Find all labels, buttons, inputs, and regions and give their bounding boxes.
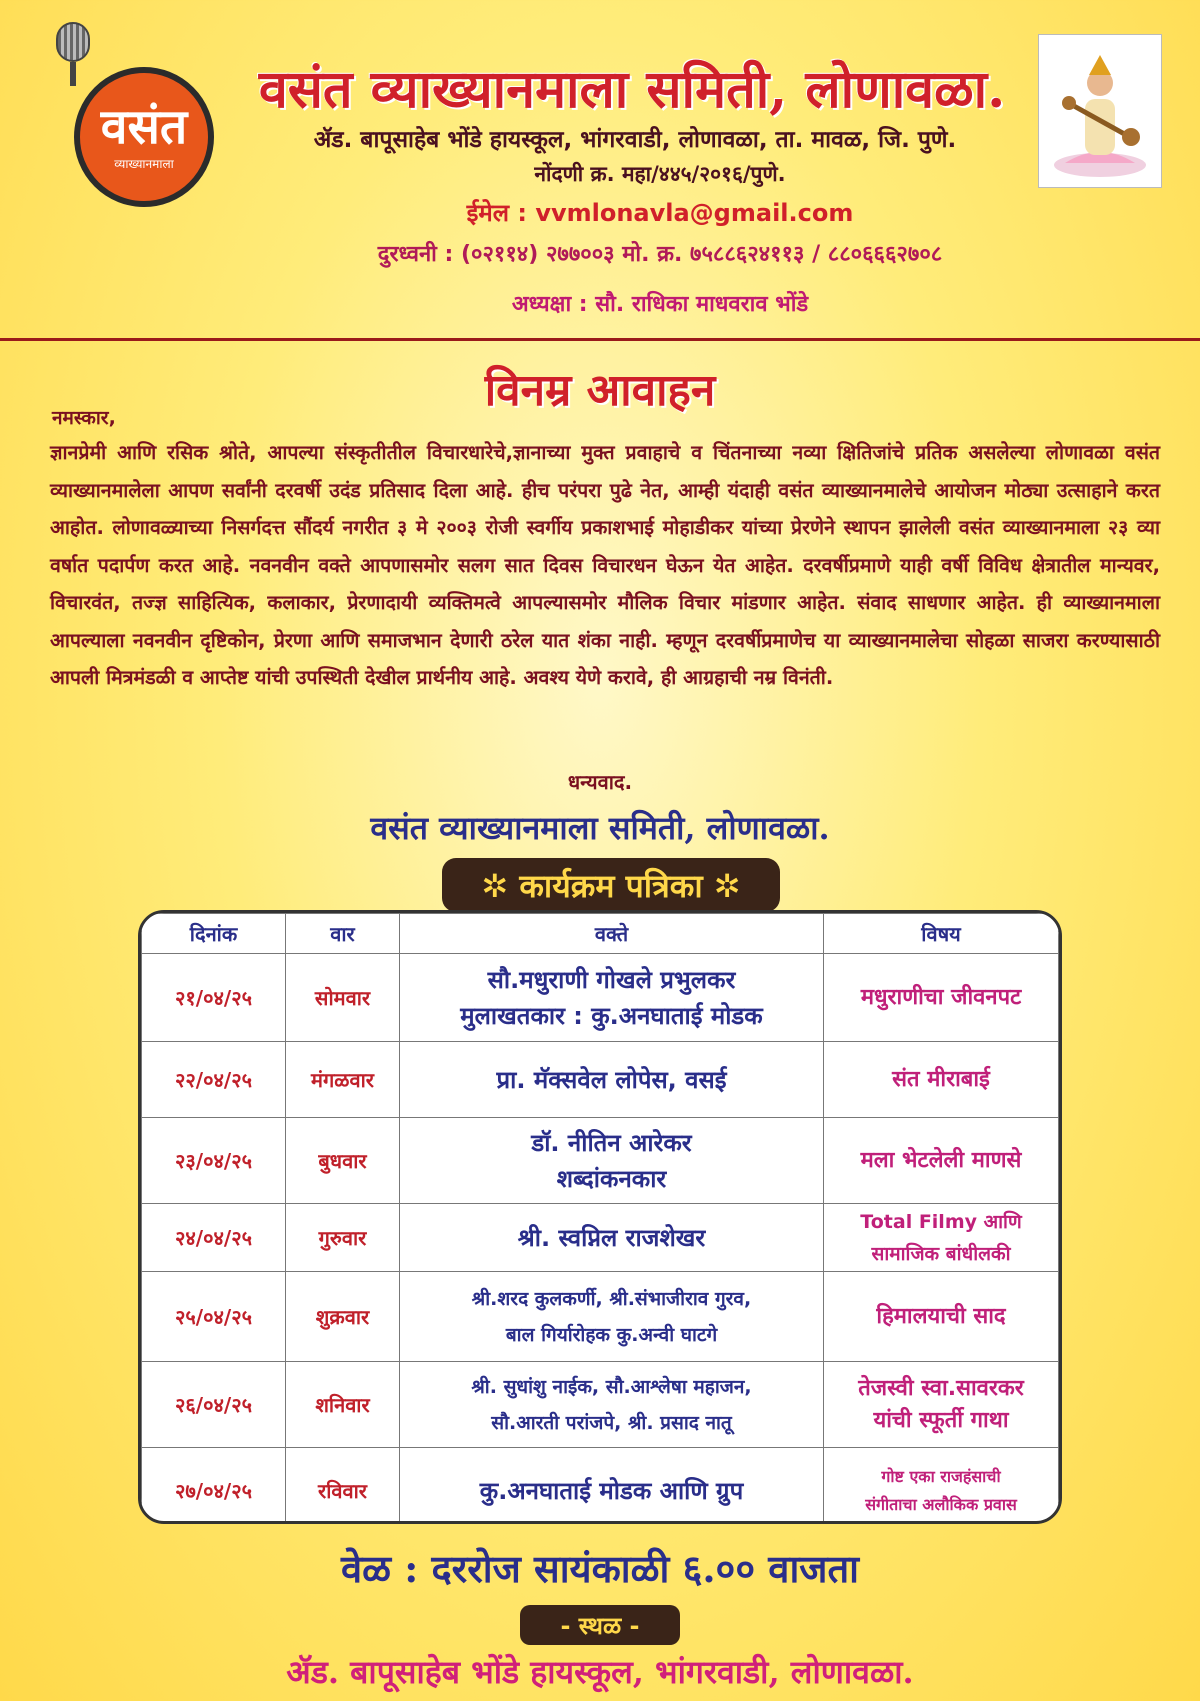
logo-text: वसंत — [100, 98, 188, 155]
subject — [824, 1272, 1059, 1362]
venue: ॲड. बापूसाहेब भोंडे हायस्कूल, भांगरवाडी, लोणावळा. — [286, 1653, 914, 1691]
table-row — [142, 954, 1059, 1042]
speaker-line-1: श्री. स्वप्निल राजशेखर — [517, 1223, 706, 1252]
thanks: धन्यवाद. — [567, 770, 633, 794]
speaker — [400, 1204, 824, 1272]
speaker-line-1: सौ.मधुराणी गोखले प्रभुलकर — [487, 965, 736, 994]
registration-number: नोंदणी क्र. महा/४४५/२०१६/पुणे. — [534, 162, 786, 186]
program-table — [138, 910, 1062, 1524]
date: २६/०४/२५ — [142, 1362, 286, 1448]
address: ॲड. बापूसाहेब भोंडे हायस्कूल, भांगरवाडी, लोणावळा, ता. मावळ, जि. पुणे. — [313, 127, 957, 153]
event-time: वेळ : दररोज सायंकाळी ६.०० वाजता — [341, 1546, 859, 1591]
appeal-title: विनम्र आवाहन — [484, 365, 716, 416]
subject — [824, 954, 1059, 1042]
president: अध्यक्षा : सौ. राधिका माधवराव भोंडे — [511, 292, 809, 317]
day: सोमवार — [286, 954, 400, 1042]
subject-line-1: गोष्ट एका राजहंसाची — [881, 1466, 1001, 1486]
speaker — [400, 1448, 824, 1525]
speaker-line-2: शब्दांकनकार — [556, 1164, 667, 1193]
header-date: दिनांक — [142, 914, 286, 954]
table-row — [142, 1204, 1059, 1272]
speaker-line-2: मुलाखतकार : कु.अनघाताई मोडक — [460, 1001, 763, 1030]
table-row — [142, 1272, 1059, 1362]
date: २४/०४/२५ — [142, 1204, 286, 1272]
date: २१/०४/२५ — [142, 954, 286, 1042]
speaker — [400, 954, 824, 1042]
day: शनिवार — [286, 1362, 400, 1448]
divider — [0, 338, 1200, 341]
date: २२/०४/२५ — [142, 1042, 286, 1118]
subject-line-1: मधुराणीचा जीवनपट — [860, 984, 1022, 1010]
subject-line-2: सामाजिक बांधीलकी — [871, 1242, 1011, 1265]
speaker-line-1: प्रा. मॅक्सवेल लोपेस, वसई — [496, 1065, 727, 1094]
speaker-line-1: श्री.शरद कुलकर्णी, श्री.संभाजीराव गुरव, — [471, 1287, 752, 1310]
microphone-icon — [56, 22, 90, 82]
speaker — [400, 1118, 824, 1204]
subject — [824, 1118, 1059, 1204]
subject-line-2: यांची स्फूर्ती गाथा — [873, 1407, 1009, 1433]
subject-line-1: Total Filmy आणि — [860, 1210, 1022, 1233]
day: रविवार — [286, 1448, 400, 1525]
appeal-body: ज्ञानप्रेमी आणि रसिक श्रोते, आपल्या संस्कृतीतील विचारधारेचे,ज्ञानाच्या मुक्त प्रवाहाचे व चिंतनाच्या नव्या क्षितिजांचे प्रतिक असलेल्या लोणावळा वसंत व्याख्यानमालेला आपण सर्वांनी दरवर्षी उदंड प्रतिसाद दिला आहे. हीच परंपरा पुढे नेत, आम्ही यंदाही वसंत व्याख्यानमालेचे आयोजन मोठ्या उत्साहाने करत आहोत. लोणावळ्याच्या निसर्गदत्त सौंदर्य नगरीत ३ मे २००३ रोजी स्वर्गीय प्रकाशभाई मोहाडीकर यांच्या प्रेरणेने स्थापन झालेली वसंत व्याख्यानमाला २३ व्या वर्षात पदार्पण करत आहे. नवनवीन वक्ते आपणासमोर सलग सात दिवस विचारधन घेऊन येत आहेत. दरवर्षीप्रमाणे याही वर्षी विविध क्षेत्रातील मान्यवर, विचारवंत, तज्ज्ञ साहित्यिक, कलाकार, प्रेरणादायी व्यक्तिमत्वे आपल्यासमोर मौलिक विचार मांडणार आहेत. संवाद साधणार आहेत. ही व्याख्यानमाला आपल्याला नवनवीन दृष्टिकोन, प्रेरणा आणि समाजभान देणारी ठरेल यात शंका नाही. म्हणून दरवर्षीप्रमाणेच या व्याख्यानमालेचा सोहळा साजरा करण्यासाठी आपली मित्रमंडळी व आप्तेष्ट यांची उपस्थिती देखील प्रार्थनीय आहे. अवश्य येणे करावे, ही आग्रहाची नम्र विनंती. — [50, 441, 1160, 689]
header-subject: विषय — [824, 914, 1059, 954]
header-speaker: वक्ते — [400, 914, 824, 954]
organization-title: वसंत व्याख्यानमाला समिती, लोणावळा. — [258, 59, 1006, 120]
subject — [824, 1448, 1059, 1525]
date: २३/०४/२५ — [142, 1118, 286, 1204]
table-row — [142, 1448, 1059, 1525]
header-day: वार — [286, 914, 400, 954]
day: मंगळवार — [286, 1042, 400, 1118]
signature: वसंत व्याख्यानमाला समिती, लोणावळा. — [370, 809, 830, 847]
subject-line-1: मला भेटलेली माणसे — [860, 1147, 1022, 1173]
letterhead — [0, 0, 1200, 345]
speaker-line-2: बाल गिर्यारोहक कु.अन्वी घाटगे — [505, 1323, 718, 1346]
speaker-line-1: कु.अनघाताई मोडक आणि ग्रुप — [479, 1476, 744, 1505]
subject — [824, 1204, 1059, 1272]
speaker — [400, 1272, 824, 1362]
speaker — [400, 1042, 824, 1118]
speaker-line-1: डॉ. नीतिन आरेकर — [531, 1128, 692, 1157]
day: बुधवार — [286, 1118, 400, 1204]
subject-line-1: हिमालयाची साद — [876, 1303, 1006, 1329]
salutation: नमस्कार, — [52, 407, 116, 429]
logo-subtext: व्याख्यानमाला — [114, 156, 174, 171]
subject-line-1: तेजस्वी स्वा.सावरकर — [858, 1375, 1024, 1401]
speaker — [400, 1362, 824, 1448]
date: २७/०४/२५ — [142, 1448, 286, 1525]
subject — [824, 1362, 1059, 1448]
subject-line-2: संगीताचा अलौकिक प्रवास — [865, 1494, 1017, 1514]
venue-label: - स्थळ - — [520, 1605, 680, 1645]
table-row — [142, 1042, 1059, 1118]
subject-line-1: संत मीराबाई — [892, 1066, 990, 1092]
date: २५/०४/२५ — [142, 1272, 286, 1362]
table-row — [142, 1118, 1059, 1204]
subject — [824, 1042, 1059, 1118]
phone-numbers: दुरध्वनी : (०२११४) २७७००३ मो. क्र. ७५८८६२४११३ / ८८०६६६२७०८ — [377, 242, 943, 267]
email: ईमेल : vvmlonavla@gmail.com — [466, 199, 854, 227]
day: शुक्रवार — [286, 1272, 400, 1362]
day: गुरुवार — [286, 1204, 400, 1272]
speaker-line-1: श्री. सुधांशु नाईक, सौ.आश्लेषा महाजन, — [471, 1375, 752, 1398]
table-row — [142, 1362, 1059, 1448]
speaker-line-2: सौ.आरती परांजपे, श्री. प्रसाद नातू — [491, 1411, 732, 1434]
program-title: ✲ कार्यक्रम पत्रिका ✲ — [442, 858, 780, 912]
